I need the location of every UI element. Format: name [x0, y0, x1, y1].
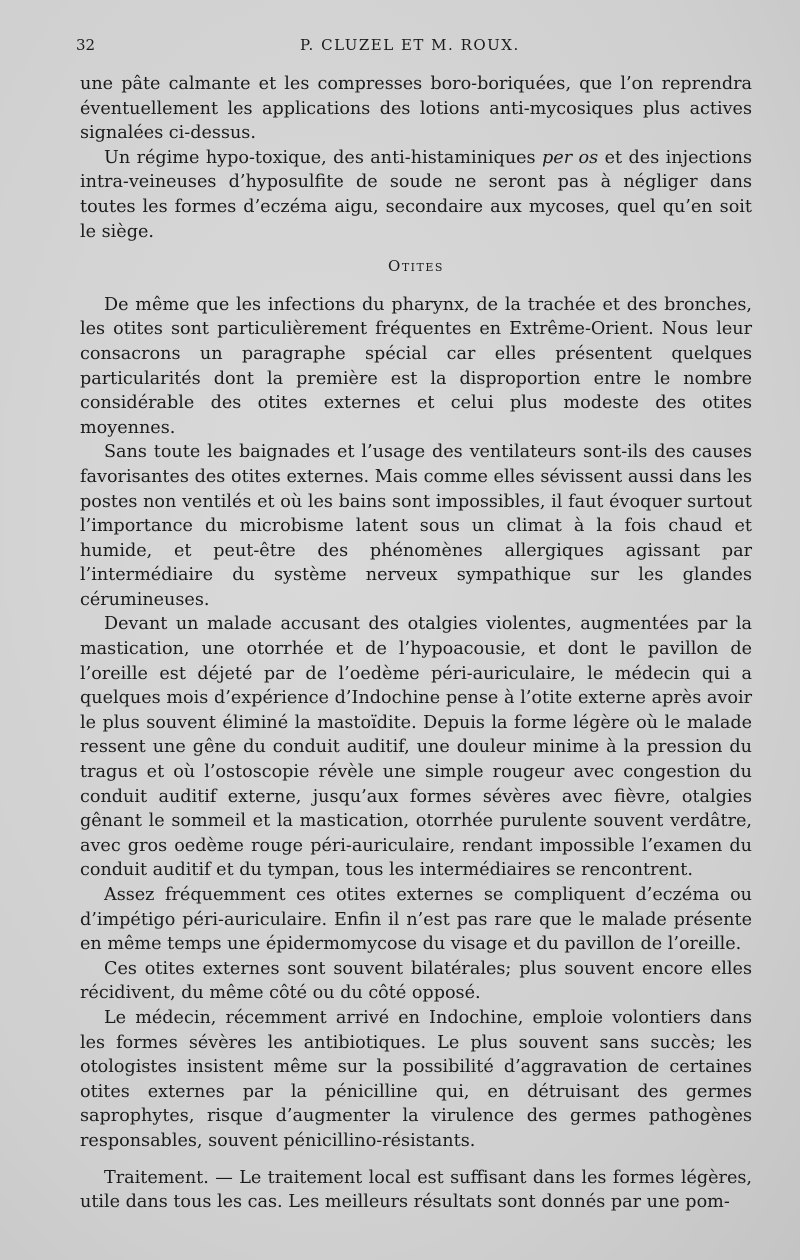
page-number: 32 [76, 36, 96, 54]
section-heading: Otites [388, 257, 444, 276]
paragraph-complications: Assez fréquemment ces otites externes se compliquent d’eczéma ou d’impétigo péri-auriculaire. Enfin il n’est pas rare que le malade présente en même temps une épidermomycose du visage et du pavillon de l’oreille. [80, 885, 752, 955]
body-text [80, 72, 752, 1215]
paragraph-clinical-picture: Devant un malade accusant des otalgies violentes, augmentées par la mastication, une otorrhée et de l’hypoacousie, et dont le pavillon de l’oreille est déjeté par de l’oedème péri-auriculaire, le médecin qui a quelques mois d’expérience d’Indochine pense à l’otite externe après avoir le plus souvent éliminé la mastoïdite. Depuis la forme légère où le malade ressent une gêne du conduit auditif, une douleur minime à la pression du tragus et où l’ostoscopie révèle une simple rougeur avec congestion du conduit auditif externe, jusqu’aux formes sévères avec fièvre, otalgies gênant le sommeil et la mastication, otorrhée purulente souvent verdâtre, avec gros oedème rouge péri-auriculaire, rendant impossible l’examen du conduit auditif et du tympan, tous les intermédiaires se rencontrent. [80, 614, 752, 881]
paragraph-treatment: Traitement. — Le traitement local est suffisant dans les formes légères, utile dans tous les cas. Les meilleurs résultats sont donnés par une pom- [80, 1167, 752, 1213]
running-title: P. CLUZEL ET M. ROUX. [300, 36, 520, 54]
running-head [0, 36, 800, 60]
paragraph-otites-intro: De même que les infections du pharynx, de la trachée et des bronches, les otites sont particulièrement fréquentes en Extrême-Orient. Nous leur consacrons un paragraphe spécial car elles présentent quelques particularités dont la première est la disproportion entre le nombre considérable des otites externes et celui plus modeste des otites moyennes. [80, 294, 752, 438]
paragraph-treatment-regime [80, 146, 752, 244]
paragraph-text: et des injections intra-veineuses d’hyposulfite de soude ne seront pas à négliger dans toutes les formes d’eczéma aigu, secondaire aux mycoses, quel qu’en soit le siège. [80, 147, 752, 242]
paragraph-antibiotics: Le médecin, récemment arrivé en Indochine, emploie volontiers dans les formes sévères les antibiotiques. Le plus souvent sans succès; les otologistes insistent même sur la possibilité d’aggravation de certaines otites externes par la pénicilline qui, en détruisant des germes saprophytes, risque d’augmenter la virulence des germes pathogènes responsables, souvent pénicillino-résistants. [80, 1007, 752, 1151]
paragraph-recurrence: Ces otites externes sont souvent bilatérales; plus souvent encore elles récidivent, du même côté ou du côté opposé. [80, 958, 752, 1004]
paragraph-causes: Sans toute les baignades et l’usage des ventilateurs sont-ils des causes favorisantes des otites externes. Mais comme elles sévissent aussi dans les postes non ventilés et où les bains sont impossibles, il faut évoquer surtout l’importance du microbisme latent sous un climat à la fois chaud et humide, et peut-être des phénomènes allergiques agissant par l’intermédiaire du système nerveux sympathique sur les glandes cérumineuses. [80, 442, 752, 610]
paragraph-continuation: une pâte calmante et les compresses boro-boriquées, que l’on reprendra éventuellement les applications des lotions anti-mycosiques plus actives signalées ci-dessus. [80, 74, 752, 144]
italic-term: per os [542, 147, 599, 168]
paragraph-text: Un régime hypo-toxique, des anti-histaminiques [104, 147, 543, 168]
